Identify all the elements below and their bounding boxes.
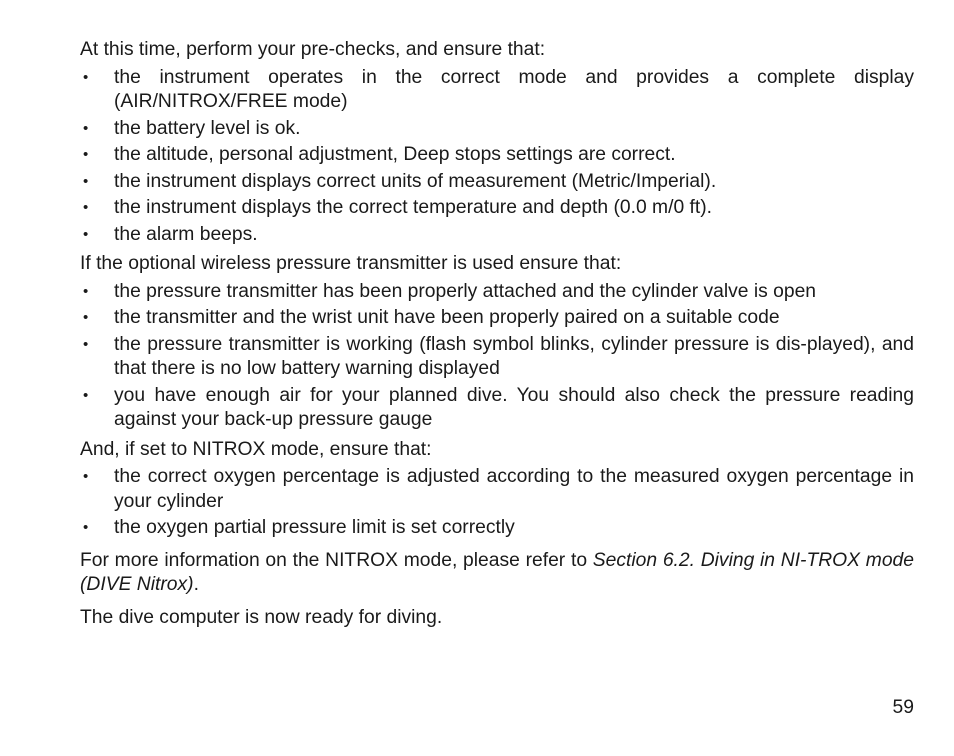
transmitter-check-list (80, 280, 914, 433)
list-item: • the battery level is ok. (80, 117, 914, 142)
closing-sentence: The dive computer is now ready for diving. (80, 606, 443, 628)
list-item: • the pressure transmitter is working (flash symbol blinks, cylinder pressure is dis-played), and that there is no low battery warning displayed (80, 333, 914, 382)
list-item: • the correct oxygen percentage is adjusted according to the measured oxygen percentage in your cylinder (80, 465, 914, 514)
nitrox-check-list (80, 465, 914, 541)
list-item: • the transmitter and the wrist unit have been properly paired on a suitable code (80, 306, 914, 331)
intro-transmitter: If the optional wireless pressure transmitter is used ensure that: (80, 253, 622, 274)
page-number: 59 (892, 697, 914, 718)
section-reference: Section 6.2. Diving in NI-TROX mode (DIVE Nitrox) (80, 549, 914, 595)
nitrox-info-paragraph (80, 549, 914, 598)
list-item: • the alarm beeps. (80, 223, 914, 248)
list-item: • the pressure transmitter has been properly attached and the cylinder valve is open (80, 280, 914, 305)
page-content (80, 38, 914, 630)
intro-nitrox: And, if set to NITROX mode, ensure that: (80, 438, 432, 460)
list-item: • the instrument operates in the correct mode and provides a complete display (AIR/NITROX/FREE mode) (80, 66, 914, 115)
list-item: • the altitude, personal adjustment, Deep stops settings are correct. (80, 143, 914, 168)
list-item: • you have enough air for your planned dive. You should also check the pressure reading against your back-up pressure gauge (80, 384, 914, 433)
pre-check-list (80, 66, 914, 248)
list-item: • the oxygen partial pressure limit is set correctly (80, 516, 914, 541)
intro-pre-checks: At this time, perform your pre-checks, and ensure that: (80, 39, 546, 60)
list-item: • the instrument displays correct units of measurement (Metric/Imperial). (80, 170, 914, 195)
info-suffix: . (193, 574, 199, 595)
info-prefix: For more information on the NITROX mode, please refer to (80, 549, 593, 571)
list-item: • the instrument displays the correct temperature and depth (0.0 m/0 ft). (80, 196, 914, 221)
